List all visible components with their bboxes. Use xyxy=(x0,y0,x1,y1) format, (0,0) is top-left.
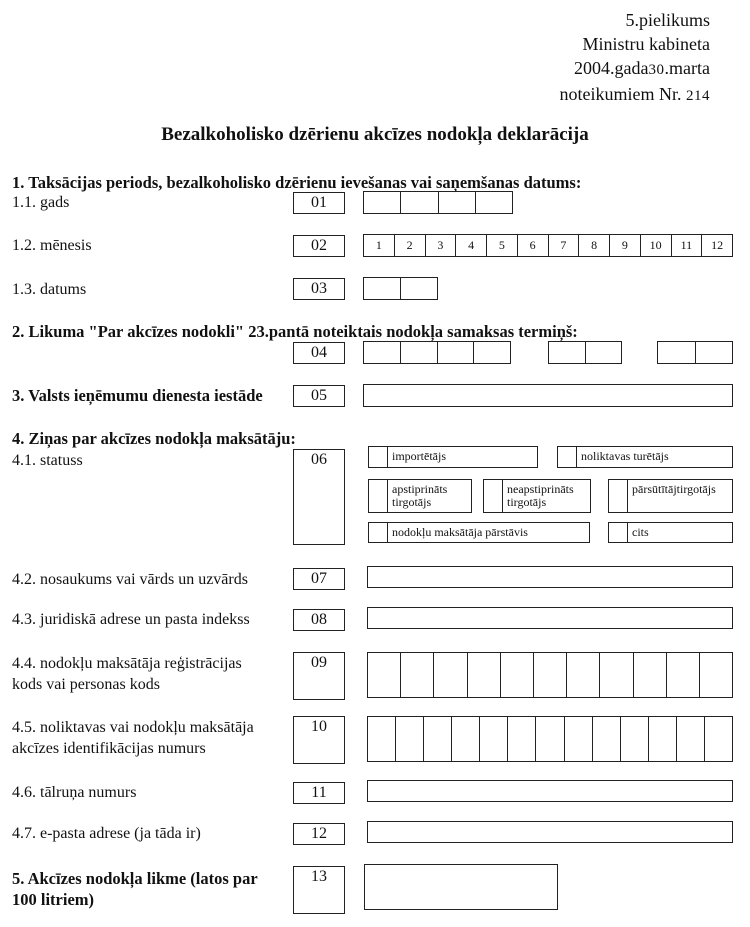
address-label: 4.3. juridiskā adrese un pasta indekss xyxy=(12,611,250,628)
header-line4: noteikumiem Nr. 214 xyxy=(559,84,710,104)
name-label: 4.2. nosaukums vai vārds un uzvārds xyxy=(12,571,248,588)
header-line2: Ministru kabineta xyxy=(582,34,710,54)
month-option[interactable]: 4 xyxy=(456,235,487,256)
date-input[interactable] xyxy=(363,277,438,300)
phone-label: 4.6. tālruņa numurs xyxy=(12,784,137,801)
status-representative-label: nodokļu maksātāja pārstāvis xyxy=(392,525,528,539)
status-other-checkbox[interactable] xyxy=(608,522,733,543)
email-input[interactable] xyxy=(367,821,733,843)
year-label: 1.1. gads xyxy=(12,194,70,211)
code-13: 13 xyxy=(293,866,345,914)
deadline-month-input[interactable] xyxy=(548,341,622,364)
month-option[interactable]: 6 xyxy=(518,235,549,256)
status-unapproved-label: neapstiprināts tirgotājs xyxy=(507,482,574,509)
month-label: 1.2. mēnesis xyxy=(12,237,92,254)
month-option[interactable]: 10 xyxy=(641,235,672,256)
code-02: 02 xyxy=(293,235,345,257)
status-approved-checkbox[interactable] xyxy=(368,479,472,513)
section3-title: 3. Valsts ieņēmumu dienesta iestāde xyxy=(12,386,263,405)
page-title: Bezalkoholisko dzērienu akcīzes nodokļa deklarācija xyxy=(161,124,589,145)
month-option[interactable]: 8 xyxy=(579,235,610,256)
status-warehouse-checkbox[interactable] xyxy=(557,446,733,468)
code-12: 12 xyxy=(293,823,345,845)
code-08: 08 xyxy=(293,609,345,631)
code-10: 10 xyxy=(293,716,345,764)
month-option[interactable]: 7 xyxy=(549,235,580,256)
tax-rate-input[interactable] xyxy=(364,864,558,910)
month-option[interactable]: 1 xyxy=(364,235,395,256)
regcode-label: 4.4. nodokļu maksātāja reģistrācijas kods vai personas kods xyxy=(12,655,242,693)
status-forwarder-checkbox[interactable] xyxy=(608,479,733,513)
code-06: 06 xyxy=(293,449,345,545)
status-other-label: cits xyxy=(632,525,649,539)
year-input[interactable] xyxy=(363,191,513,214)
code-03: 03 xyxy=(293,278,345,300)
code-01: 01 xyxy=(293,192,345,214)
section1-title: 1. Taksācijas periods, bezalkoholisko dzērienu ievešanas vai saņemšanas datums: xyxy=(12,173,582,192)
code-11: 11 xyxy=(293,782,345,804)
header-line1: 5.pielikums xyxy=(625,10,710,30)
status-forwarder-label: pārsūtītājtirgotājs xyxy=(632,482,716,496)
month-selector[interactable] xyxy=(363,234,733,257)
header-line3: 2004.gada30.marta xyxy=(574,58,710,78)
status-importer-label: importētājs xyxy=(392,449,446,463)
deadline-day-input[interactable] xyxy=(657,341,733,364)
status-unapproved-checkbox[interactable] xyxy=(483,479,591,513)
month-option[interactable]: 9 xyxy=(610,235,641,256)
status-representative-checkbox[interactable] xyxy=(368,522,590,543)
month-option[interactable]: 2 xyxy=(395,235,426,256)
month-option[interactable]: 11 xyxy=(672,235,703,256)
month-option[interactable]: 5 xyxy=(487,235,518,256)
appendix-header xyxy=(560,8,710,108)
section5-title: 5. Akcīzes nodokļa likme (latos par 100 litriem) xyxy=(12,869,258,909)
code-07: 07 xyxy=(293,568,345,590)
code-04: 04 xyxy=(293,342,345,364)
phone-input[interactable] xyxy=(367,780,733,802)
date-label: 1.3. datums xyxy=(12,281,87,298)
email-label: 4.7. e-pasta adrese (ja tāda ir) xyxy=(12,825,201,842)
month-option[interactable]: 3 xyxy=(426,235,457,256)
code-09: 09 xyxy=(293,652,345,700)
status-label: 4.1. statuss xyxy=(12,452,83,469)
excise-label: 4.5. noliktavas vai nodokļu maksātāja akcīzes identifikācijas numurs xyxy=(12,719,254,757)
excise-id-input[interactable] xyxy=(367,716,733,762)
address-input[interactable] xyxy=(367,607,733,629)
tax-office-input[interactable] xyxy=(363,384,733,407)
month-option[interactable]: 12 xyxy=(711,238,724,252)
deadline-year-input[interactable] xyxy=(363,341,511,364)
regcode-input[interactable] xyxy=(367,652,733,698)
status-warehouse-label: noliktavas turētājs xyxy=(581,449,669,463)
section4-title: 4. Ziņas par akcīzes nodokļa maksātāju: xyxy=(12,429,296,448)
status-approved-label: apstiprināts tirgotājs xyxy=(392,482,448,509)
name-input[interactable] xyxy=(367,566,733,588)
section2-title: 2. Likuma "Par akcīzes nodokli" 23.pantā noteiktais nodokļa samaksas termiņš: xyxy=(12,322,578,341)
status-importer-checkbox[interactable] xyxy=(368,446,538,468)
code-05: 05 xyxy=(293,385,345,407)
